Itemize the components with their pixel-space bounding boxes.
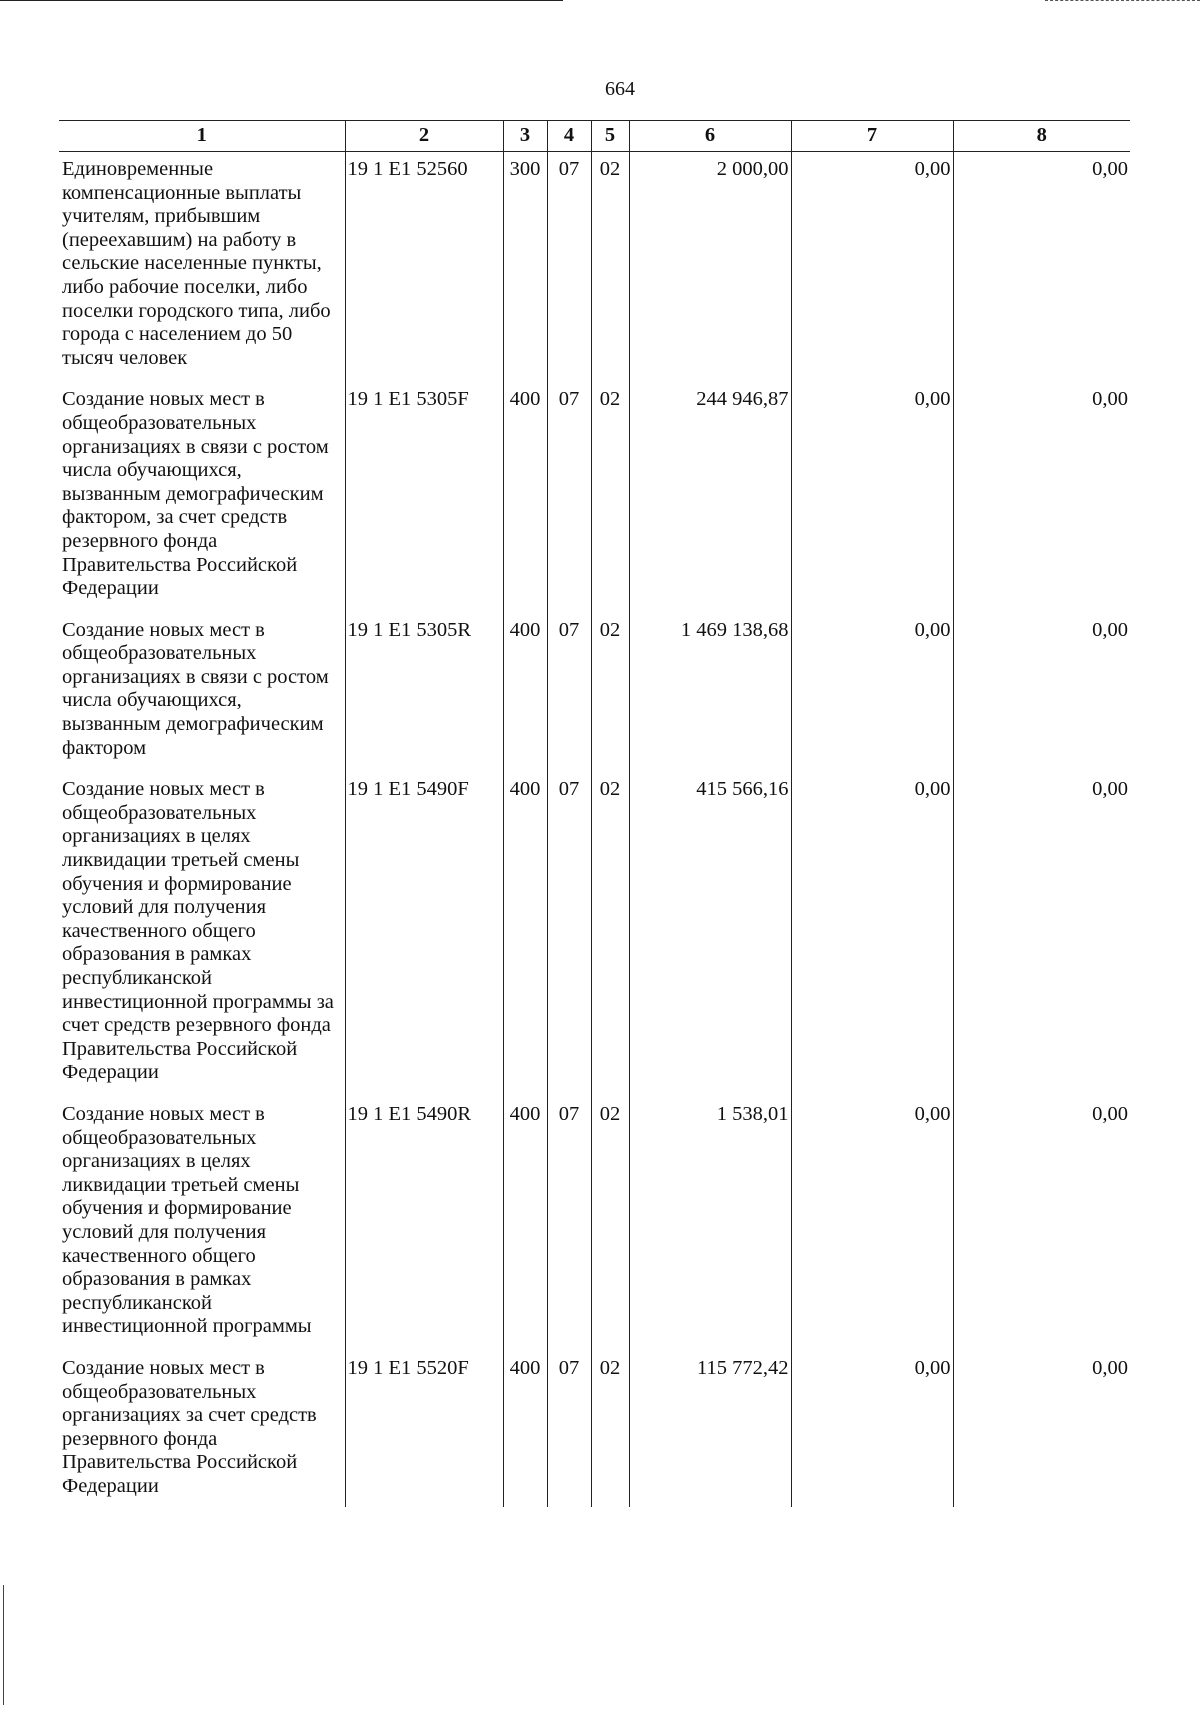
row-col3: 400 [503,1351,547,1507]
row-col3: 400 [503,1097,547,1351]
row-col4: 07 [547,1351,591,1507]
row-col5: 02 [591,152,629,383]
row-col3: 400 [503,772,547,1097]
row-col7: 0,00 [791,613,953,773]
row-col8: 0,00 [953,613,1130,773]
row-col7: 0,00 [791,152,953,383]
row-col6: 244 946,87 [629,382,791,612]
row-col8: 0,00 [953,1097,1130,1351]
row-col7: 0,00 [791,772,953,1097]
row-col6: 1 469 138,68 [629,613,791,773]
row-code: 19 1 E1 5490R [345,1097,503,1351]
row-name: Создание новых мест в общеобразовательных организациях в связи с ростом числа обучающихся, вызванным демографическим фактором [62,618,329,759]
row-name: Создание новых мест в общеобразовательных организациях за счет средств резервного фонда Правительства Российской Федерации [62,1356,317,1497]
row-col4: 07 [547,772,591,1097]
row-col8: 0,00 [953,1351,1130,1507]
scan-edge-line [3,1585,4,1705]
col-header-3: 3 [503,121,547,152]
top-rule [0,0,563,1]
table-row [59,613,1130,773]
row-col8: 0,00 [953,382,1130,612]
col-header-2: 2 [345,121,503,152]
col-header-7: 7 [791,121,953,152]
row-code: 19 1 E1 5490F [345,772,503,1097]
row-name: Создание новых мест в общеобразовательных организациях в целях ликвидации третьей смены обучения и формирование условий для получения качественного общего образования в рамках республиканской инвестиционной программы [62,1102,312,1338]
row-col3: 400 [503,382,547,612]
table-row [59,1097,1130,1351]
budget-table [59,120,1130,1507]
row-col5: 02 [591,1351,629,1507]
table-row [59,152,1130,383]
row-name: Единовременные компенсационные выплаты учителям, прибывшим (переехавшим) на работу в сельские населенные пункты, либо рабочие поселки, либо поселки городского типа, либо города с населением до 50 тысяч человек [62,158,331,369]
row-col6: 2 000,00 [629,152,791,383]
table-row [59,772,1130,1097]
row-col6: 1 538,01 [629,1097,791,1351]
col-header-1: 1 [59,121,345,152]
col-header-6: 6 [629,121,791,152]
page-number: 664 [605,78,635,100]
row-col4: 07 [547,613,591,773]
row-col4: 07 [547,382,591,612]
row-col3: 300 [503,152,547,383]
header-row [59,121,1130,152]
row-code: 19 1 E1 5305R [345,613,503,773]
row-col3: 400 [503,613,547,773]
row-col7: 0,00 [791,382,953,612]
row-col6: 115 772,42 [629,1351,791,1507]
row-code: 19 1 E1 5305F [345,382,503,612]
row-col4: 07 [547,152,591,383]
row-code: 19 1 E1 5520F [345,1351,503,1507]
row-col8: 0,00 [953,772,1130,1097]
col-header-5: 5 [591,121,629,152]
row-col5: 02 [591,1097,629,1351]
col-header-4: 4 [547,121,591,152]
col-header-8: 8 [953,121,1130,152]
table-row [59,382,1130,612]
row-col5: 02 [591,382,629,612]
row-col7: 0,00 [791,1097,953,1351]
row-col8: 0,00 [953,152,1130,383]
row-name: Создание новых мест в общеобразовательных организациях в целях ликвидации третьей смены обучения и формирование условий для получения качественного общего образования в рамках республиканской инвестиционной программы за счет средств резервного фонда Правительства Российской Федерации [62,778,334,1084]
row-code: 19 1 E1 52560 [345,152,503,383]
table-row [59,1351,1130,1507]
row-col5: 02 [591,772,629,1097]
top-rule-right [1045,0,1200,1]
row-col6: 415 566,16 [629,772,791,1097]
row-col4: 07 [547,1097,591,1351]
row-name: Создание новых мест в общеобразовательных организациях в связи с ростом числа обучающихся, вызванным демографическим фактором, за счет средств резервного фонда Правительства Российской Федерации [62,388,329,600]
row-col5: 02 [591,613,629,773]
row-col7: 0,00 [791,1351,953,1507]
